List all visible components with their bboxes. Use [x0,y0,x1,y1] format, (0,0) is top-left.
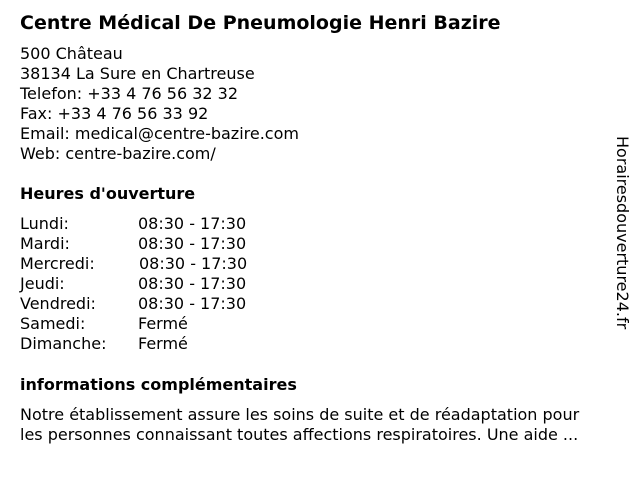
opening-hours-list [20,214,280,354]
page-title: Centre Médical De Pneumologie Henri Bazire [20,12,501,34]
opening-hours-heading: Heures d'ouverture [20,184,196,203]
hours-row-saturday [20,314,280,334]
time-value: 08:30 - 17:30 [138,274,247,293]
hours-row-wednesday [20,254,280,274]
day-label: Dimanche: [20,334,107,353]
watermark-text: Horairesdouverture24.fr [613,136,632,330]
website-link[interactable]: Web: centre-bazire.com/ [20,144,216,163]
day-label: Samedi: [20,314,86,333]
time-value: Fermé [138,314,188,333]
hours-row-friday [20,294,280,314]
address-city: 38134 La Sure en Chartreuse [20,64,255,83]
hours-row-sunday [20,334,280,354]
address-street: 500 Château [20,44,123,63]
address-block [20,44,299,164]
description-line: Notre établissement assure les soins de suite et de réadaptation pour [20,405,580,424]
day-label: Lundi: [20,214,69,233]
time-value: 08:30 - 17:30 [138,294,247,313]
time-value: 08:30 - 17:30 [138,234,247,253]
phone-number[interactable]: Telefon: +33 4 76 56 32 32 [20,84,239,103]
hours-row-thursday [20,274,280,294]
fax-number: Fax: +33 4 76 56 33 92 [20,104,209,123]
description-text [20,405,626,445]
hours-row-tuesday [20,234,280,254]
day-label: Vendredi: [20,294,96,313]
additional-info-heading: informations complémentaires [20,375,297,394]
time-value: 08:30 - 17:30 [139,254,248,273]
day-label: Jeudi: [20,274,65,293]
time-value: 08:30 - 17:30 [138,214,247,233]
email-address[interactable]: Email: medical@centre-bazire.com [20,124,299,143]
day-label: Mercredi: [20,254,95,273]
description-line: les personnes connaissant toutes affections respiratoires. Une aide ... [20,425,579,444]
day-label: Mardi: [20,234,70,253]
time-value: Fermé [138,334,188,353]
hours-row-monday [20,214,280,234]
